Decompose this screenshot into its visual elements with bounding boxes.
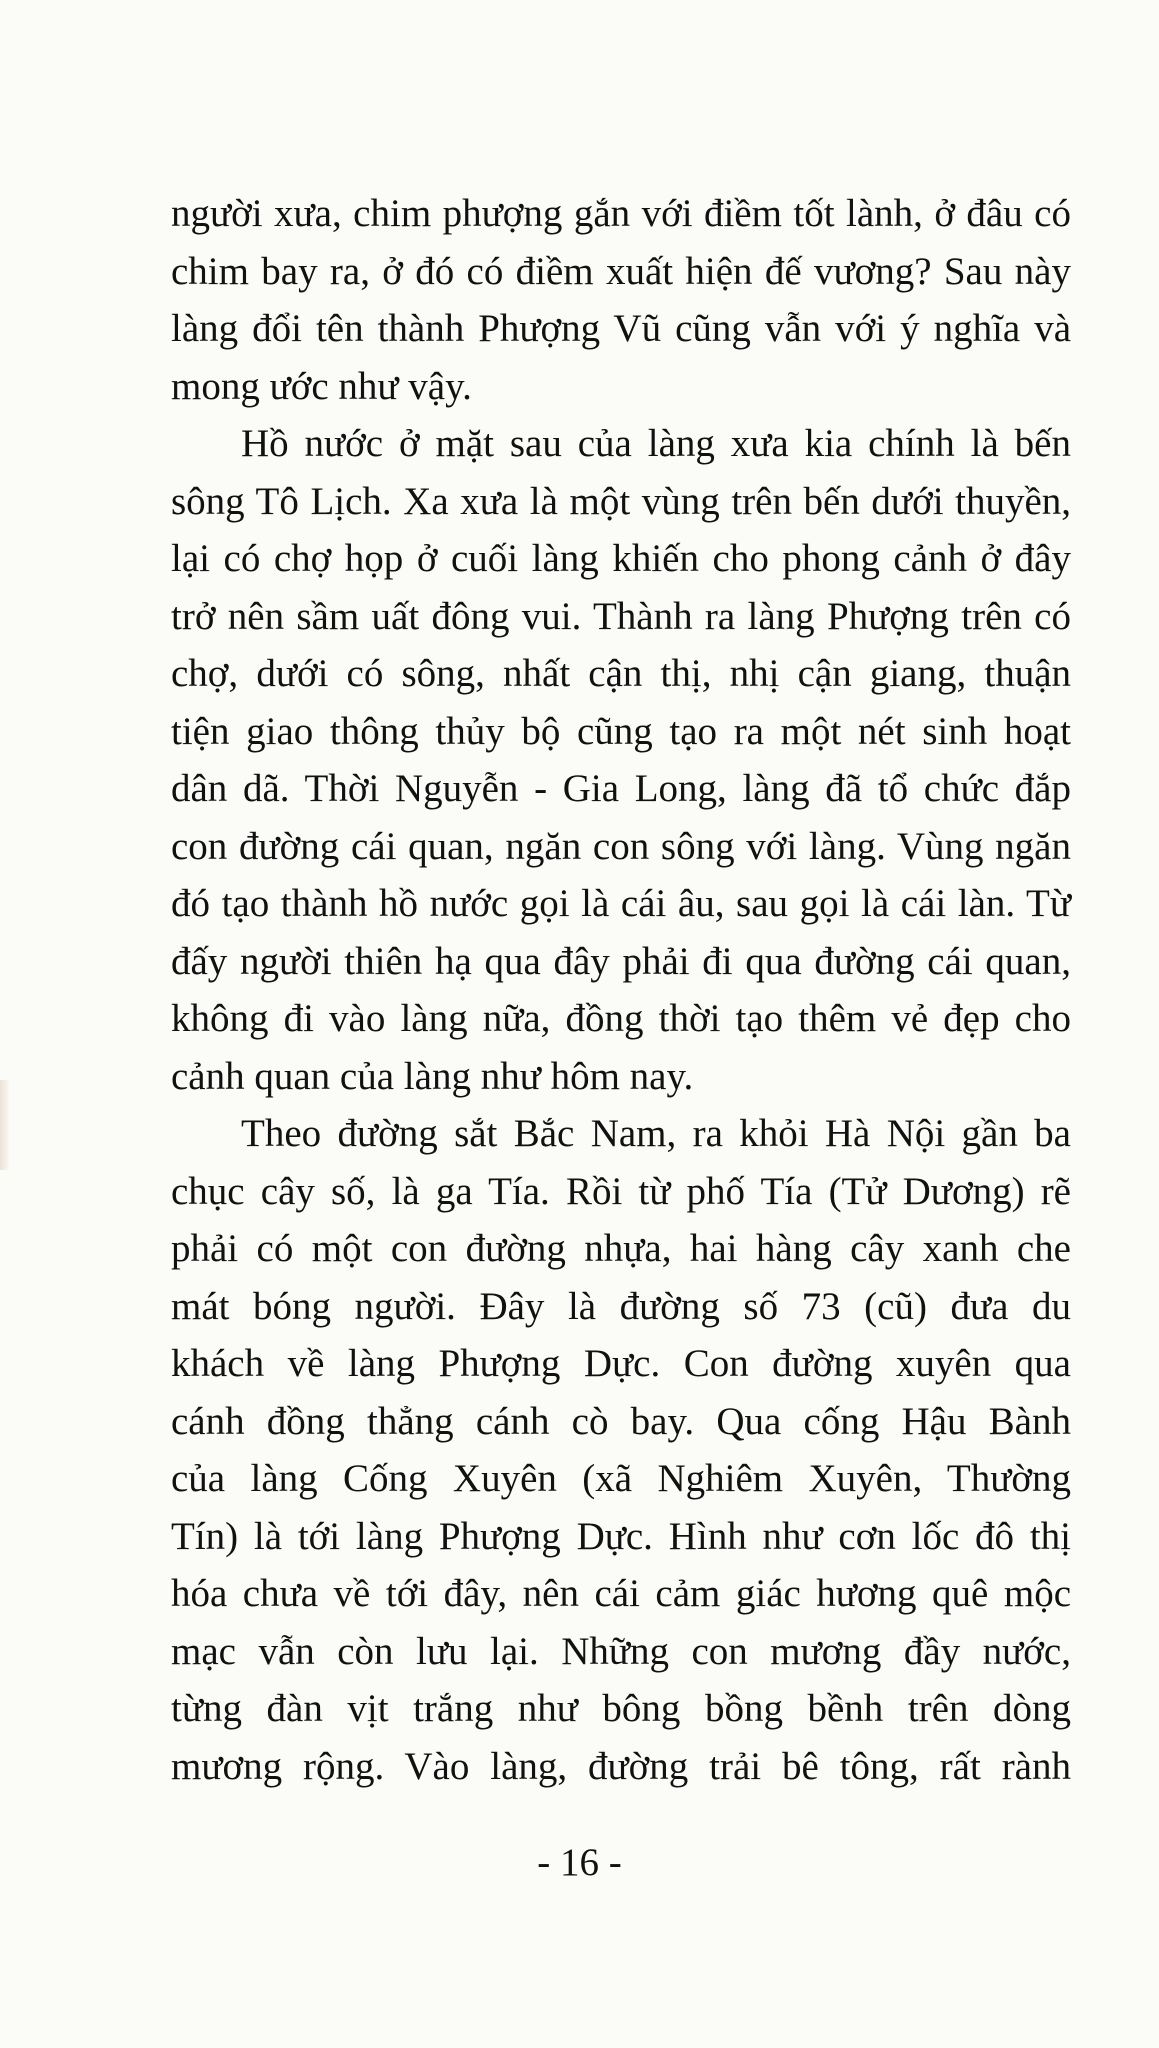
text-line: lại có chợ họp ở cuối làng khiến cho phong cảnh ở đây (171, 537, 1071, 580)
text-line: đấy người thiên hạ qua đây phải đi qua đường cái quan, (171, 939, 1071, 983)
text-line: mương rộng. Vào làng, đường trải bê tông, rất rành (171, 1744, 1071, 1788)
text-line: của làng Cống Xuyên (xã Nghiêm Xuyên, Thường (171, 1457, 1071, 1500)
text-line: người xưa, chim phượng gắn với điềm tốt lành, ở đâu có (171, 192, 1071, 235)
text-line: tiện giao thông thủy bộ cũng tạo ra một nét sinh hoạt (171, 709, 1071, 753)
text-line: hóa chưa về tới đây, nên cái cảm giác hương quê mộc (171, 1572, 1071, 1615)
text-line: phải có một con đường nhựa, hai hàng cây xanh che (171, 1227, 1071, 1270)
text-line: mong ước như vậy. (171, 364, 472, 408)
body-text (171, 185, 1071, 1795)
text-line: làng đổi tên thành Phượng Vũ cũng vẫn với ý nghĩa và (171, 307, 1071, 350)
text-line: trở nên sầm uất đông vui. Thành ra làng Phượng trên có (171, 594, 1071, 638)
text-line: không đi vào làng nữa, đồng thời tạo thêm vẻ đẹp cho (171, 997, 1071, 1040)
page-number: - 16 - (537, 1841, 622, 1884)
text-line: chục cây số, là ga Tía. Rồi từ phố Tía (Tử Dương) rẽ (171, 1169, 1071, 1213)
text-line: khách về làng Phượng Dực. Con đường xuyên qua (171, 1342, 1071, 1385)
text-line: con đường cái quan, ngăn con sông với làng. Vùng ngăn (171, 824, 1071, 868)
text-line: chim bay ra, ở đó có điềm xuất hiện đế vương? Sau này (171, 249, 1071, 293)
text-line: cánh đồng thẳng cánh cò bay. Qua cống Hậu Bành (171, 1399, 1071, 1443)
text-line: Theo đường sắt Bắc Nam, ra khỏi Hà Nội gần ba (241, 1112, 1071, 1155)
page-edge-shadow (0, 1080, 10, 1170)
text-line: mạc vẫn còn lưu lại. Những con mương đầy nước, (171, 1629, 1071, 1673)
text-line: từng đàn vịt trắng như bông bồng bềnh trên dòng (171, 1687, 1071, 1730)
text-line: mát bóng người. Đây là đường số 73 (cũ) đưa du (171, 1284, 1071, 1328)
text-line: cảnh quan của làng như hôm nay. (171, 1054, 694, 1098)
text-line: đó tạo thành hồ nước gọi là cái âu, sau gọi là cái làn. Từ (171, 882, 1071, 925)
text-line: dân dã. Thời Nguyễn - Gia Long, làng đã tổ chức đắp (171, 767, 1071, 810)
text-line: Hồ nước ở mặt sau của làng xưa kia chính là bến (241, 422, 1071, 465)
text-line: chợ, dưới có sông, nhất cận thị, nhị cận giang, thuận (171, 652, 1071, 695)
text-line: Tín) là tới làng Phượng Dực. Hình như cơn lốc đô thị (171, 1514, 1071, 1558)
text-line: sông Tô Lịch. Xa xưa là một vùng trên bến dưới thuyền, (171, 479, 1071, 523)
